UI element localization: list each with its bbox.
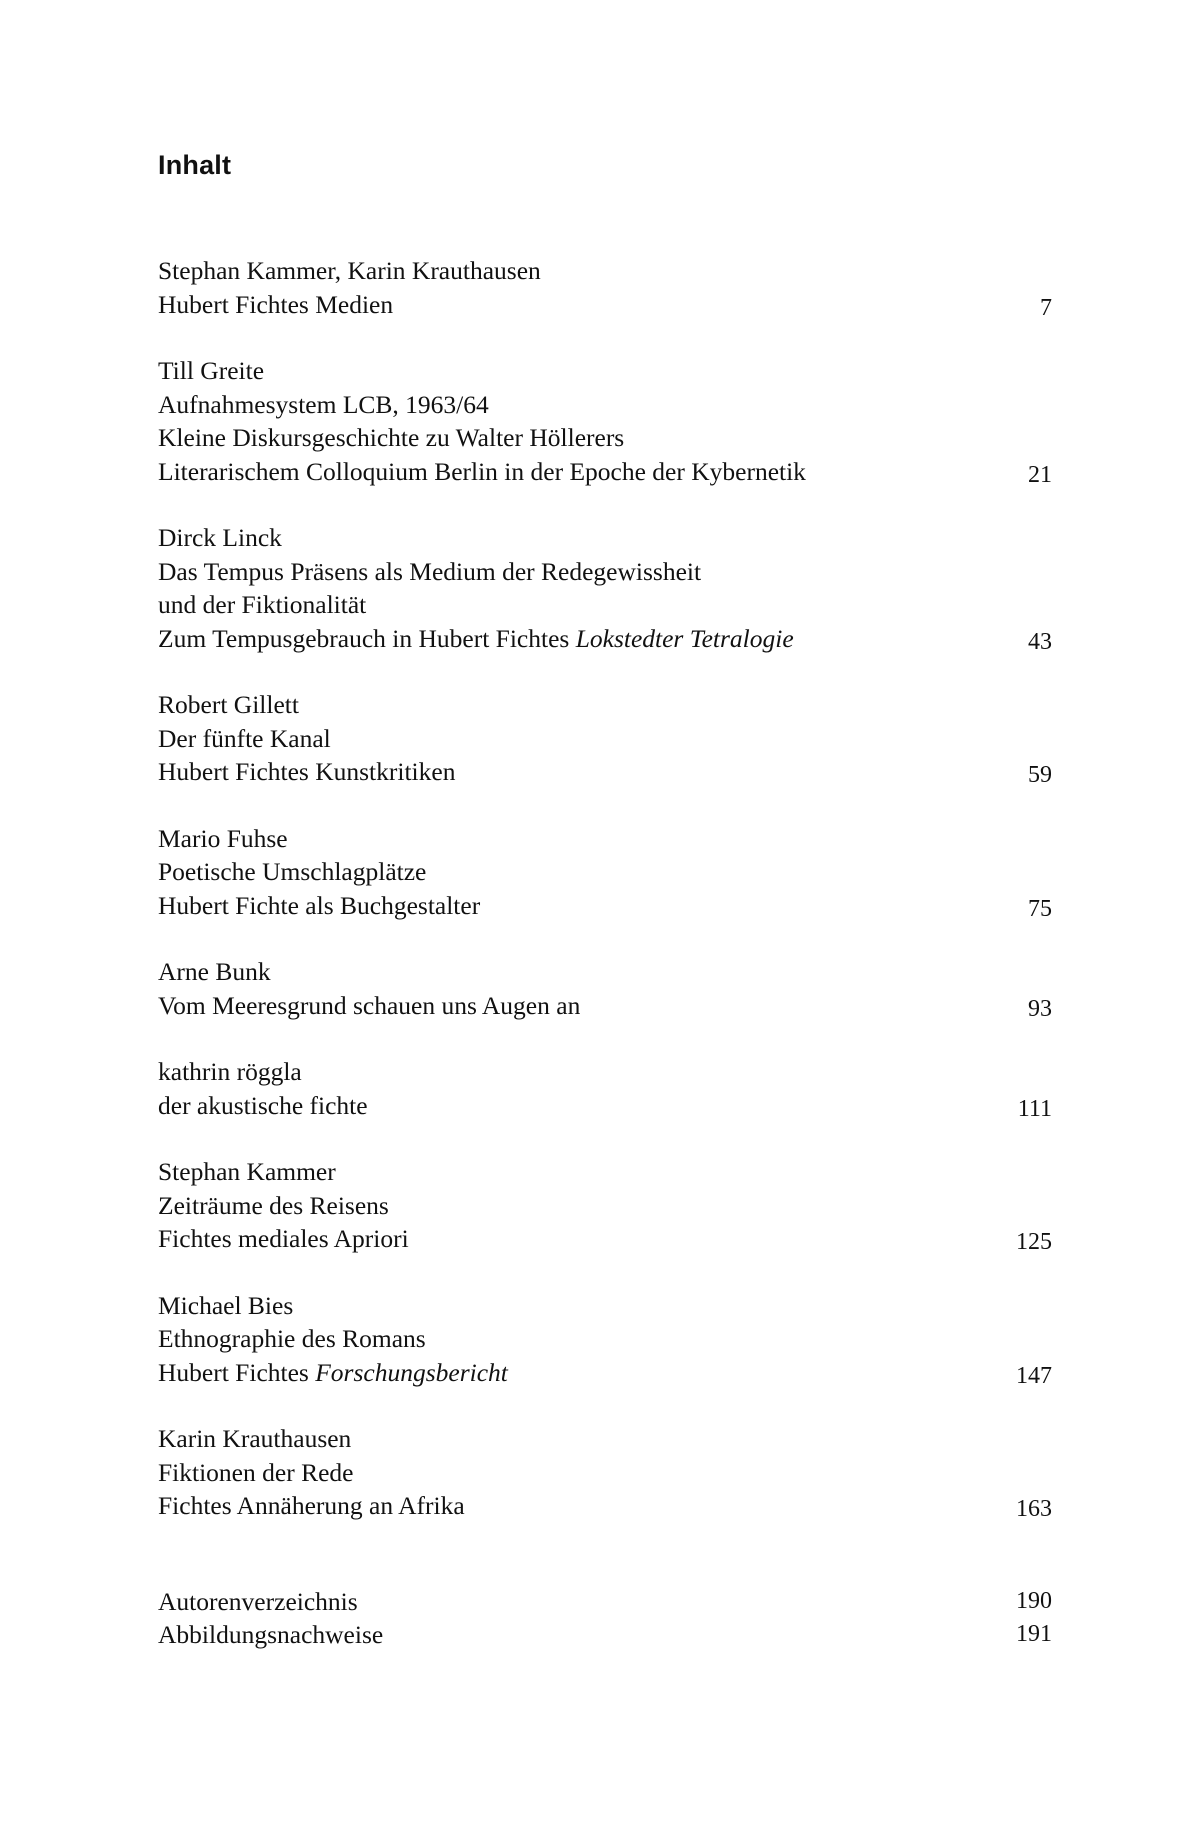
toc-entry-title-line [158,855,1052,889]
toc-entry-title-italic: Lokstedter Tetralogie [575,623,794,653]
toc-entry-title-text: Fichtes mediales Apriori [158,1224,409,1253]
toc-entry-title-text: Ethnographie des Romans [158,1324,426,1353]
toc-entry-title-text: Zum Tempusgebrauch in Hubert Fichtes [158,623,576,653]
toc-entry-page-number: 93 [1028,995,1052,1022]
toc-entry-title-line [158,1189,1052,1223]
toc-entry-author: Till Greite [158,356,265,385]
toc-entry-title-line [158,555,1052,589]
toc-entry-author: Robert Gillett [158,690,299,719]
toc-entry-title-line [158,1322,1052,1356]
toc-entry [158,822,1052,923]
table-of-contents [158,254,1052,1652]
toc-entry-title-line [158,455,1052,489]
toc-entry-title-text: Fiktionen der Rede [158,1457,354,1487]
toc-entry-title-text: und der Fiktionalität [158,590,367,619]
toc-entry-title-line [158,1456,1052,1490]
toc-entry-title-text: Poetische Umschlagplätze [158,857,427,886]
toc-entry-page-number: 147 [1016,1362,1052,1389]
toc-entry [158,688,1052,789]
toc-entry-page-number: 75 [1028,895,1052,922]
toc-entry-title-text: Fichtes Annäherung an Afrika [158,1491,465,1520]
toc-entry-author: Stephan Kammer, Karin Krauthausen [158,256,541,285]
toc-entry-title-text: Das Tempus Präsens als Medium der Redegewissheit [158,556,702,586]
toc-entries [158,254,1052,1523]
toc-entry-title-text: der akustische fichte [158,1090,368,1120]
toc-backmatter-page-number: 191 [1016,1621,1052,1647]
toc-backmatter-entry [158,1618,1052,1652]
toc-entry [158,1289,1052,1390]
toc-entry-title-text: Hubert Fichte als Buchgestalter [158,890,481,920]
toc-entry [158,521,1052,655]
toc-entry-title-line [158,755,1052,789]
toc-entry-title-text: Aufnahmesystem LCB, 1963/64 [158,389,489,419]
toc-entry [158,254,1052,321]
toc-entry-author: Arne Bunk [158,957,271,986]
toc-entry-title-line [158,388,1052,422]
toc-entry [158,1055,1052,1122]
toc-entry-title-line [158,1089,1052,1123]
toc-entry-title-text: Zeiträume des Reisens [158,1190,389,1220]
toc-entry-page-number: 163 [1016,1496,1052,1522]
toc-entry-title-text: Der fünfte Kanal [158,723,331,753]
toc-entry-author: Karin Krauthausen [158,1424,352,1453]
toc-backmatter-entry [158,1585,1052,1619]
toc-entry-title-text: Vom Meeresgrund schauen uns Augen an [158,990,581,1020]
toc-backmatter-title: Autorenverzeichnis [158,1586,358,1616]
toc-entry-author: Mario Fuhse [158,823,288,853]
toc-entry-page-number: 43 [1028,628,1052,655]
toc-entry-title-line [158,1489,1052,1523]
toc-entry-title-text: Hubert Fichtes Kunstkritiken [158,757,456,786]
toc-entry-title-line [158,1356,1052,1390]
page-title: Inhalt [158,150,232,180]
toc-entry-author: Dirck Linck [158,523,282,552]
toc-entry-title-text: Hubert Fichtes [158,1357,316,1387]
toc-entry-title-text: Kleine Diskursgeschichte zu Walter Höllerers [158,423,625,452]
toc-entry-page-number: 125 [1016,1229,1052,1255]
toc-entry-page-number: 111 [1017,1095,1052,1122]
toc-entry-title-line [158,889,1052,923]
toc-entry-title-line [158,588,1052,622]
toc-entry-title-italic: Forschungsbericht [315,1357,508,1387]
toc-entry-title-text: Literarischem Colloquium Berlin in der Epoche der Kybernetik [158,456,806,486]
toc-entry-title-line [158,421,1052,455]
toc-entry-page-number: 7 [1040,294,1052,321]
toc-backmatter [158,1585,1052,1652]
toc-entry-page-number: 21 [1028,461,1052,488]
toc-entry [158,955,1052,1022]
toc-entry-page-number: 59 [1028,762,1052,788]
toc-entry-title-line [158,1222,1052,1256]
toc-entry-title-line [158,288,1052,322]
toc-backmatter-page-number: 190 [1016,1587,1052,1614]
toc-backmatter-title: Abbildungsnachweise [158,1620,384,1649]
toc-entry-title-text: Hubert Fichtes Medien [158,289,394,319]
toc-entry-title-line [158,989,1052,1023]
toc-entry-author: Stephan Kammer [158,1157,336,1186]
toc-entry-title-line [158,722,1052,756]
toc-entry [158,354,1052,488]
toc-entry-author: kathrin röggla [158,1057,302,1086]
toc-entry-title-line [158,622,1052,656]
toc-entry-author: Michael Bies [158,1290,294,1320]
toc-entry [158,1155,1052,1256]
toc-entry [158,1422,1052,1523]
